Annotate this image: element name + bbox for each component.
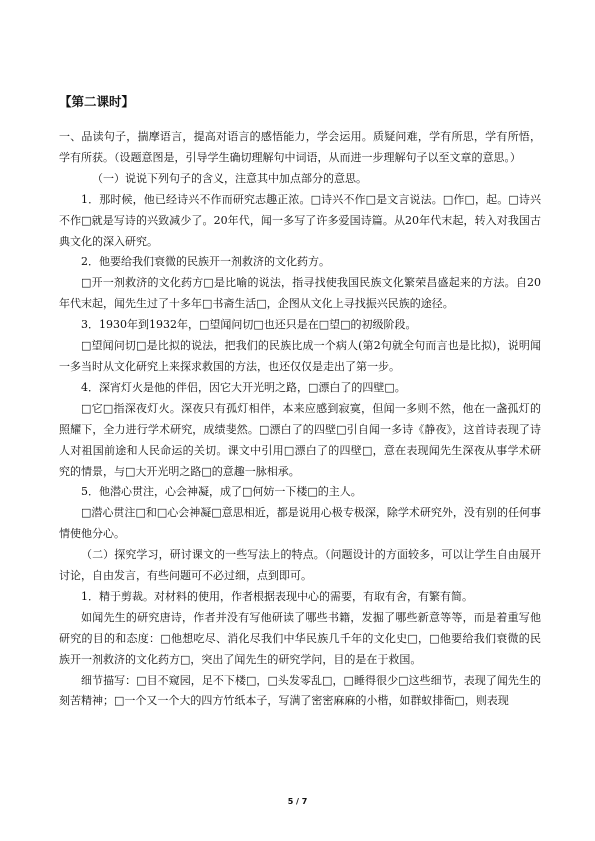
paragraph: （二）探究学习，研讨课文的一些写法上的特点。（问题设计的方面较多，可以让学生自由展开讨论，自由发言，有些问题可不必过细，点到即可。 <box>59 548 541 583</box>
paragraph: 4．深宵灯火是他的伴侣，因它大开光明之路，□漂白了的四壁□。 <box>81 380 406 394</box>
paragraph: 细节描写：□目不窥园，足不下楼□，□头发零乱□，□睡得很少□这些细节，表现了闻先生的刻苦精神；□一个又一个大的四方竹纸本子，写满了密密麻麻的小楷，如群蚁排衙□，则表现 <box>59 673 541 708</box>
paragraph: （一）说说下列句子的含义，注意其中加点部分的意思。 <box>92 171 367 185</box>
paragraph: 1．那时候，他已经诗兴不作而研究志趣正浓。□诗兴不作□是文言说法。□作□，起。□诗兴不作□就是写诗的兴致减少了。20年代，闻一多写了许多爱国诗篇。从20年代末起，转入对我国古典文化的深入研究。 <box>59 192 541 248</box>
document-page <box>59 93 541 712</box>
paragraph: □潜心贯注□和□心会神凝□意思相近，都是说用心极专极深，除学术研究外，没有别的任何事情使他分心。 <box>59 506 541 541</box>
document-body <box>59 127 541 712</box>
paragraph: 1．精于剪裁。对材料的使用，作者根据表现中心的需要，有取有舍，有繁有简。 <box>81 589 473 603</box>
paragraph: □开一剂救济的文化药方□是比喻的说法，指寻找使我国民族文化繁荣昌盛起来的方法。自20年代末起，闻先生过了十多年□书斋生活□，企图从文化上寻找振兴民族的途径。 <box>59 276 541 311</box>
paragraph: □望闻问切□是比拟的说法，把我们的民族比成一个病人(第2句就全句而言也是比拟)，说明闻一多当时从文化研究上来探求救国的方法，也还仅仅是走出了第一步。 <box>59 339 541 373</box>
paragraph: □它□指深夜灯火。深夜只有孤灯相伴，本来应感到寂寞，但闻一多则不然，他在一盏孤灯的照耀下，全力进行学术研究，成绩斐然。□漂白了的四壁□引自闻一多诗《静夜》，这首诗表现了诗人对祖国前途和人民命运的关切。课文中引用□漂白了的四壁□，意在表现闻先生深夜从事学术研究的情景，与□大开光明之路□的意趣一脉相承。 <box>59 401 541 478</box>
paragraph: 2．他要给我们衰微的民族开一剂救济的文化药方。 <box>81 255 330 269</box>
paragraph: 一、品读句子，揣摩语言，提高对语言的感悟能力，学会运用。质疑问难，学有所思，学有所悟，学有所获。（设题意图是，引导学生确切理解句中词语，从而进一步理解句子以至文章的意思。） <box>59 130 541 164</box>
section-title: 【第二课时】 <box>59 94 135 109</box>
paragraph: 3．1930年到1932年，□望闻问切□也还只是在□望□的初级阶段。 <box>81 318 417 332</box>
paragraph: 如闻先生的研究唐诗，作者并没有写他研读了哪些书籍，发掘了哪些新意等等，而是着重写他研究的目的和态度：□他想吃尽、消化尽我们中华民族几千年的文化史□，□他要给我们衰微的民族开一剂救济的文化药方□，突出了闻先生的研究学问，目的是在于救国。 <box>59 610 541 666</box>
page-number: 5 / 7 <box>287 797 308 806</box>
paragraph: 5．他潜心贯注，心会神凝，成了□何妨一下楼□的主人。 <box>81 485 362 499</box>
